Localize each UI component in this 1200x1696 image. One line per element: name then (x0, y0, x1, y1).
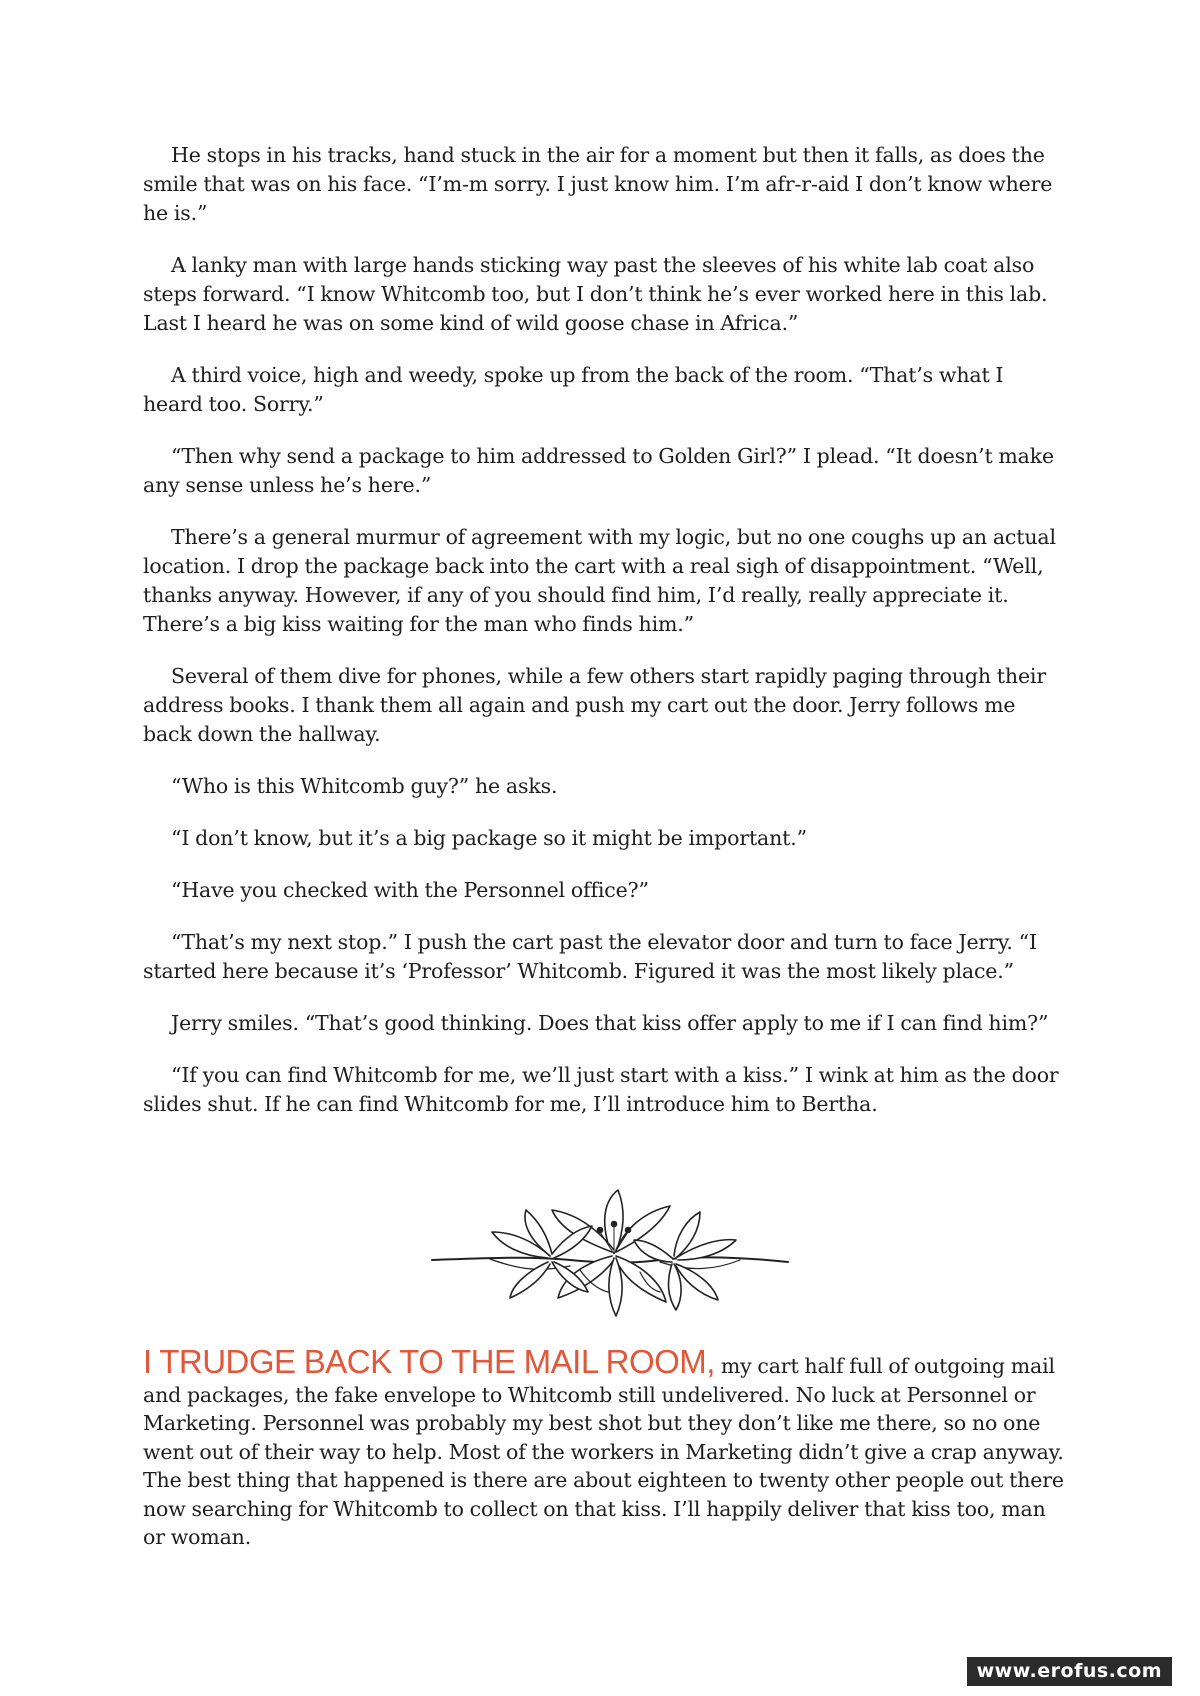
paragraph-4: “Then why send a package to him addressed to Golden Girl?” I plead. “It doesn’t make any sense unless he’s here.” (143, 444, 1055, 497)
paragraph-1: He stops in his tracks, hand stuck in the air for a moment but then it falls, as does the smile that was on his face. “I’m-m sorry. I just know him. I’m afr-r-aid I don’t know where he is.” (143, 143, 1053, 225)
paragraph-6: Several of them dive for phones, while a few others start rapidly paging through their address books. I thank them all again and push my cart out the door. Jerry follows me back down the hallway. (143, 664, 1046, 746)
paragraph-3: A third voice, high and weedy, spoke up from the back of the room. “That’s what I heard too. Sorry.” (143, 363, 1004, 416)
paragraph-9: “Have you checked with the Personnel office?” (171, 878, 649, 902)
paragraph-12: “If you can find Whitcomb for me, we’ll just start with a kiss.” I wink at him as the door slides shut. If he can find Whitcomb for me, I’ll introduce him to Bertha. (143, 1063, 1059, 1116)
section-text: my cart half full of outgoing mail and packages, the fake envelope to Whitcomb still undelivered. No luck at Personnel or Marketing. Personnel was probably my best shot but they don’t like me there, so no one went out of their way to help. Most of the workers in Marketing didn’t give a crap anyway. The best thing that happened is there are about eighteen to twenty other people out there now searching for Whitcomb to collect on that kiss. I’ll happily deliver that kiss too, man or woman. (143, 1354, 1064, 1549)
paragraph-8: “I don’t know, but it’s a big package so it might be important.” (171, 826, 807, 850)
paragraph-5: There’s a general murmur of agreement with my logic, but no one coughs up an actual location. I drop the package back into the cart with a real sigh of disappointment. “Well, thanks anyway. However, if any of you should find him, I’d really, really appreciate it. There’s a big kiss waiting for the man who finds him.” (143, 525, 1056, 636)
page-body (143, 141, 1068, 1142)
section-paragraph (143, 1343, 1068, 1552)
section-lead-in: I TRUDGE BACK TO THE MAIL ROOM, (143, 1343, 715, 1380)
paragraph-11: Jerry smiles. “That’s good thinking. Does that kiss offer apply to me if I can find him?” (171, 1011, 1049, 1035)
paragraph-10: “That’s my next stop.” I push the cart past the elevator door and turn to face Jerry. “I started here because it’s ‘Professor’ Whitcomb. Figured it was the most likely place.” (143, 930, 1037, 983)
lily-flourish-icon (430, 1180, 790, 1320)
paragraph-2: A lanky man with large hands sticking way past the sleeves of his white lab coat also steps forward. “I know Whitcomb too, but I don’t think he’s ever worked here in this lab. Last I heard he was on some kind of wild goose chase in Africa.” (143, 253, 1048, 335)
paragraph-7: “Who is this Whitcomb guy?” he asks. (171, 774, 558, 798)
section-opening (143, 1343, 1068, 1552)
watermark: www.erofus.com (967, 1657, 1172, 1686)
